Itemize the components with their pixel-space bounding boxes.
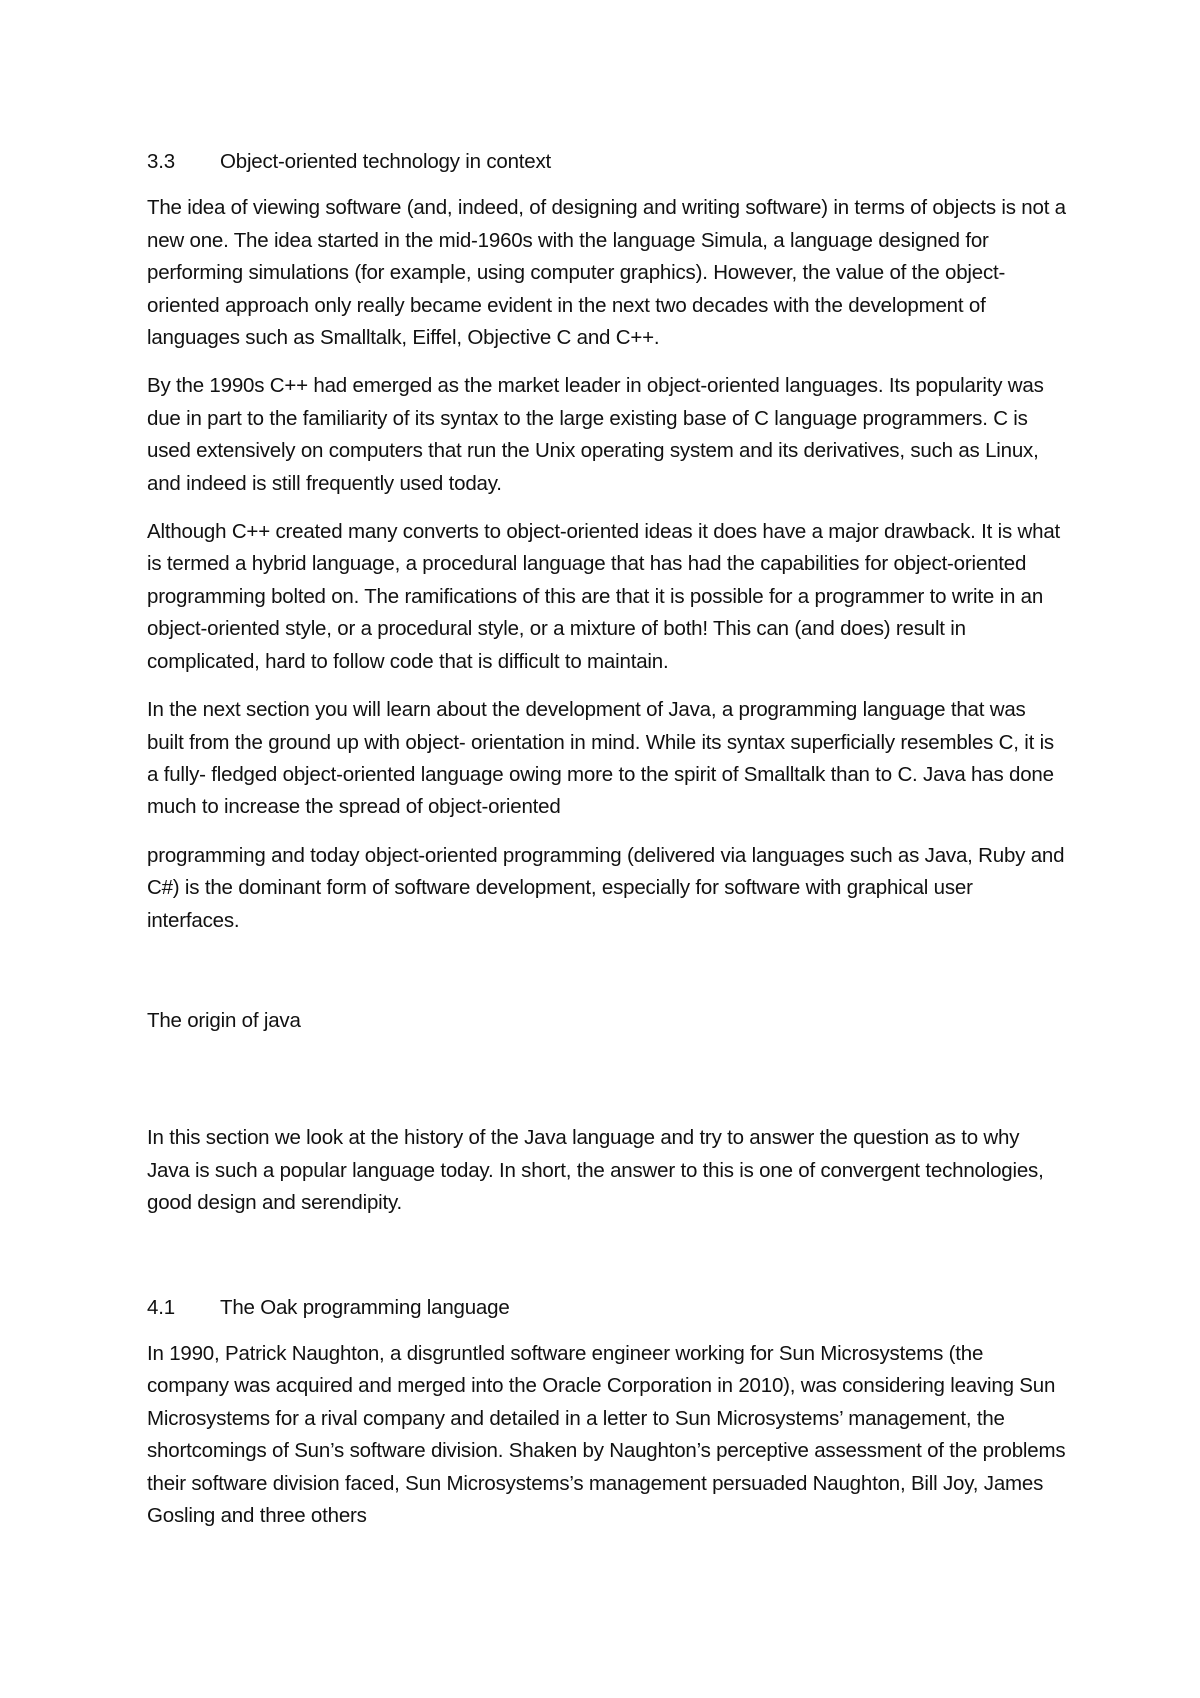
section-heading-3-3 — [147, 146, 1067, 178]
section-title: The Oak programming language — [220, 1295, 510, 1319]
origin-heading: The origin of java — [147, 1008, 301, 1032]
paragraph: programming and today object-oriented programming (delivered via languages such as Java, Ruby and C#) is the dominant form of software development, especially for software with graphical user interfaces. — [147, 843, 1065, 932]
section-heading-4-1 — [147, 1292, 1067, 1324]
section-number: 3.3 — [147, 150, 175, 173]
spacer — [147, 1236, 1067, 1292]
spacer — [147, 1037, 1067, 1122]
paragraph: The idea of viewing software (and, indeed, of designing and writing software) in terms of objects is not a new one. The idea started in the mid-1960s with the language Simula, a language designed for performing simulations (for example, using computer graphics). However, the value of the object-oriented approach only really became evident in the next two decades with the development of languages such as Smalltalk, Eiffel, Objective C and C++. — [147, 196, 1066, 350]
paragraph: In this section we look at the history of the Java language and try to answer the question as to why Java is such a popular language today. In short, the answer to this is one of convergent technologies, good design and serendipity. — [147, 1126, 1044, 1215]
document-body — [147, 146, 1067, 1548]
paragraph: Although C++ created many converts to object-oriented ideas it does have a major drawback. It is what is termed a hybrid language, a procedural language that has had the capabilities for object-oriented programming bolted on. The ramifications of this are that it is possible for a programmer to write in an object-oriented style, or a procedural style, or a mixture of both! This can (and does) result in complicated, hard to follow code that is difficult to maintain. — [147, 520, 1061, 673]
section-title: Object-oriented technology in context — [220, 150, 552, 173]
paragraph: In 1990, Patrick Naughton, a disgruntled software engineer working for Sun Microsystems (the company was acquired and merged into the Oracle Corporation in 2010), was considering leaving Sun Microsystems for a rival company and detailed in a letter to Sun Microsystems’ management, the shortcomings of Sun’s software division. Shaken by Naughton’s perceptive assessment of the problems their software division faced, Sun Microsystems’s management persuaded Naughton, Bill Joy, James Gosling and three others — [147, 1341, 1066, 1527]
paragraph: By the 1990s C++ had emerged as the market leader in object-oriented languages. Its popularity was due in part to the familiarity of its syntax to the large existing base of C language programmers. C is used extensively on computers that run the Unix operating system and its derivatives, such as Linux, and indeed is still frequently used today. — [147, 374, 1044, 495]
paragraph: In the next section you will learn about the development of Java, a programming language that was built from the ground up with object- orientation in mind. While its syntax superficially resembles C, it is a fully- fledged object-oriented language owing more to the spirit of Smalltalk than to C. Java has done much to increase the spread of object-oriented — [147, 698, 1054, 819]
section-number: 4.1 — [147, 1295, 175, 1319]
spacer — [147, 953, 1067, 1005]
